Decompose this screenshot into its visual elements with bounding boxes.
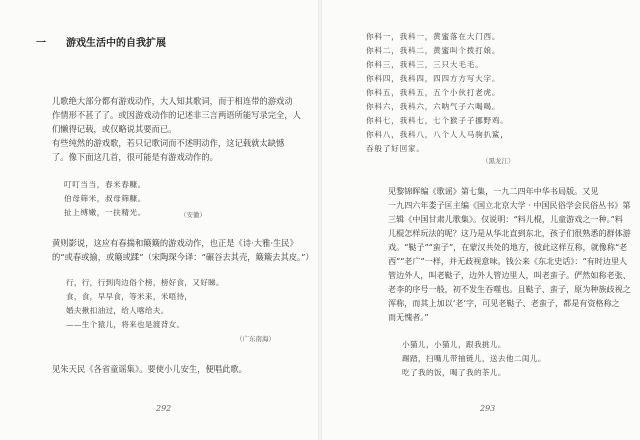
verse-line: 扯上缚嫩，一扶精光。 [64,208,146,217]
text-line: 见黎锦晖编《歌谣》第七集，一九二四年中华书局版。又见 [388,186,599,196]
poem-source: （黑龙江） [482,157,515,165]
paragraph-note [52,362,247,376]
text-line: 老李的序号一般，初不发生吞噬也。且鞑子、蛮子，原为种族歧视之 [388,284,631,294]
chapter-title: 游戏生活中的自我扩展 [66,38,166,49]
text-line: 而无愧者。” [388,312,429,322]
poem-anhui [64,178,146,220]
page-number: 292 [156,404,172,413]
verse-line: 食，食，早早食，等米来，米唔待， [66,292,193,301]
text-line: 黄则影说，这应有春揣和簸簸的游戏动作，也正是《诗·大雅·生民》 [52,238,298,248]
verse-line: 你科七，我科七，七个猴子子挪野鸡。 [366,116,509,125]
verse-line: 你科五，我科五，五个小伙打老虎。 [366,88,501,97]
left-page [0,0,318,440]
page-number: 293 [480,404,496,413]
verse-line: 踢踏，扫嘴儿带抽链儿，送去他二闺儿。 [402,354,546,363]
text-line: 作情形不甚了了。或因游戏动作的记述非三言两语所能写录完全，人 [52,110,301,120]
verse-line: 你科三，我科三，三只大毛毛。 [366,60,484,69]
poem-guangdong [66,276,224,332]
text-line: 见朱天民《各省童谣集》。要使小儿安生，便唱此歌。 [52,364,247,374]
verse-line: 伯母筛米，叔母筛糠。 [64,194,146,203]
verse-line: 吞般了好回家。 [366,144,425,153]
verse-line: 小猫儿，小猫儿，跟我挑儿。 [402,340,506,349]
poem-cat [402,338,546,380]
text-line: 一九四六年娄子匡主编《国立北京大学 · 中国民俗学会民俗丛书》第 [388,200,631,210]
text-line: 了。像下面这几首，很可能是有游戏动作的。 [52,152,218,162]
text-line: 有些纯然的游戏歌，若只记歌词而不述明动作，这记载就太缺憾 [52,138,285,148]
verse-line: 你科二，我科二，黄蜜叫个拨打娘。 [366,46,501,55]
paragraph-commentary [52,236,314,264]
verse-line: ——生个猿儿，将来也是渡背女。 [66,320,185,329]
verse-line: 吃了我的饭，喝了我的茶儿。 [402,368,506,377]
text-line: 儿歌绝大部分都有游戏动作，大人知其歌词，而于相连带的游戏动 [52,96,293,106]
poem-source: （广东南海） [236,335,275,343]
verse-line: 婚夫揪扣油过，给人喀给夫。 [66,306,169,315]
text-line: 们懒得记载，或仅略说其要而已。 [52,124,177,134]
text-line: 的“或春或揄，或簸或蹂”（宋陶琛今译：“碾谷去其壳，簸簸去其皮。”） [52,252,314,262]
verse-line: 你科一，我科一，黄蜜落在大门西。 [366,32,501,41]
text-line: 管边外人，叫老鞑子，边外人管边里人，叫老蛮子。俨然如称老张、 [388,270,631,280]
verse-line: 行，行，行到肉边俗个榜，榜好食，又好睇。 [66,278,224,287]
paragraph-explanation [388,184,631,324]
text-line: 西”“老广”一样，并无歧视意味。钱公来《东北史话》：“有时边里人 [388,256,628,266]
verse-line: 叮叮当当，春米春糠。 [64,180,146,189]
poem-source: （安徽） [180,211,206,219]
chapter-heading [36,34,166,49]
paragraph-intro [52,94,301,164]
right-page [322,0,640,440]
text-line: 戏。“鞑子”“蛮子”，在蒙汉共处的地方，彼此这样互称，就像称“老 [388,242,628,252]
verse-line: 你科四，我科四，四四方方写大字。 [366,74,501,83]
chapter-number: 一 [36,38,46,49]
text-line: 儿棍怎样玩法的呢？这乃是从华北直到东北，孩子们很熟悉的群体游 [388,228,631,238]
text-line: 浑称，而其上加以‘老’字，可见老鞑子、老蛮子，都是有资格称之 [388,298,620,308]
verse-line: 你科六，我科六，六呐气子六喝喝。 [366,102,501,111]
poem-heilongjiang [366,30,509,156]
text-line: 三辑《中国甘肃儿歌集》。仅说明：“料儿棍，儿童游戏之一种。”料 [388,214,623,224]
verse-line: 你科八，我科八，八个人人马驹扒鲨， [366,130,509,139]
